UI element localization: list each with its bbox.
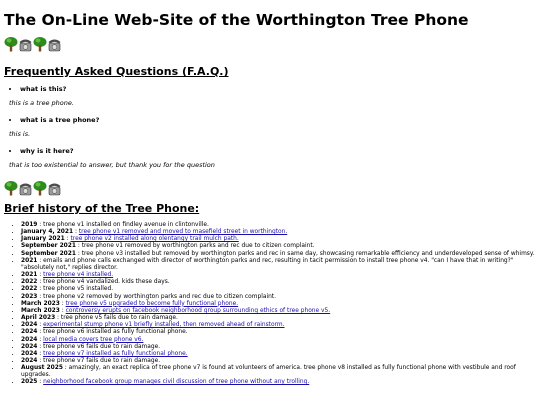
history-link[interactable]: local media covers tree phone v6. [43,336,144,343]
faq-question-list [4,85,536,94]
history-text: tree phone v6 installed as fully functional phone. [43,329,188,336]
history-date: 2022 [21,286,38,293]
page [4,0,536,387]
faq-question-list [4,147,536,156]
history-text: amazingly, an exact replica of tree phone v7 is found at volunteers of america. tree phone v8 installed as fully functional phone with vestibule and roof upgrades. [21,365,516,379]
history-date: January 4, 2021 [21,229,74,236]
history-date: April 2023 [21,315,56,322]
history-item: • September 2021 : tree phone v1 removed by worthington parks and rec due to citizen complaint. [21,243,536,250]
history-date: 2021 [21,257,38,264]
history-item: • 2022 : tree phone v5 installed. [21,286,536,293]
history-text: tree phone v2 removed by worthington parks and rec due to citizen complaint. [43,293,276,300]
history-item[interactable]: • 2024 : experimental stump phone v1 briefly installed, then removed ahead of rainstorm. [21,322,536,329]
history-date: 2024 [21,336,38,343]
faq-section [4,85,536,169]
history-item: • 2019 : tree phone v1 installed on findley avenue in clintonville. [21,222,536,229]
telephone-icon [20,40,32,52]
tree-icon [5,181,18,196]
history-item: • 2024 : tree phone v6 fails due to rain damage. [21,344,536,351]
icon-row [4,180,62,196]
history-date: March 2023 [21,300,60,307]
history-text: tree phone v5 installed. [43,286,114,293]
telephone-icon [49,40,61,52]
history-date: September 2021 [21,243,76,250]
history-item[interactable]: • January 4, 2021 : tree phone v1 removed and moved to masefield street in worthington. [21,229,536,236]
tree-icon [34,181,47,196]
history-link[interactable]: controversy erupts on facebook neighborhood group surrounding ethics of tree phone v5. [65,307,331,314]
history-item: • September 2021 : tree phone v3 installed but removed by worthington parks and rec in same day, showcasing remarkable efficiency and underdeveloped sense of whimsy. [21,251,536,258]
history-text: tree phone v3 installed but removed by worthington parks and rec in same day, showcasing remarkable efficiency and underdeveloped sense of whimsy. [81,250,535,257]
history-link[interactable]: tree phone v1 removed and moved to masefield street in worthington. [78,229,288,236]
history-date: 2021 [21,272,38,279]
history-date: 2022 [21,279,38,286]
history-date: 2023 [21,293,38,300]
faq-answer: this is. [9,130,31,138]
history-item[interactable]: • March 2023 : controversy erupts on facebook neighborhood group surrounding ethics of tree phone v5. [21,308,536,315]
history-heading: Brief history of the Tree Phone: [4,202,200,215]
history-item: • 2024 : tree phone v6 installed as fully functional phone. [21,329,536,336]
history-link[interactable]: tree phone v4 installed. [43,272,114,279]
history-item[interactable]: • 2024 : tree phone v7 installed as fully functional phone. [21,351,536,358]
history-link[interactable]: experimental stump phone v1 briefly installed, then removed ahead of rainstorm. [43,322,285,329]
history-date: September 2021 [21,250,76,257]
history-item[interactable]: • January 2021 : tree phone v2 installed along olentangy trail mulch path. [21,236,536,243]
history-list [4,222,536,387]
history-date: 2024 [21,350,38,357]
faq-question-list [4,116,536,125]
history-date: 2019 [21,222,38,228]
history-date: 2025 [21,379,38,386]
telephone-icon [20,184,32,196]
history-date: 2024 [21,343,38,350]
icon-strip-bottom [4,178,536,196]
history-link[interactable]: tree phone v5 upgraded to become fully functional phone. [65,300,239,307]
history-item[interactable]: • March 2023 : tree phone v5 upgraded to become fully functional phone. [21,301,536,308]
history-item[interactable]: • 2024 : local media covers tree phone v6. [21,337,536,344]
history-date: 2024 [21,329,38,336]
history-link[interactable]: tree phone v2 installed along olentangy trail mulch path. [70,236,239,243]
history-date: 2024 [21,357,38,364]
faq-question: • what is this? [20,85,536,94]
icon-row [4,36,62,52]
faq-question: • why is it here? [20,147,536,156]
telephone-icon [49,184,61,196]
history-date: 2024 [21,322,38,329]
history-text: tree phone v7 fails due to rain damage. [43,357,161,364]
history-item: • 2021 : emails and phone calls exchanged with director of worthington parks and rec, resulting in tacit permission to install tree phone v4. "can I have that in writing?" "absolutely not," replies director. [21,258,536,272]
history-text: tree phone v6 fails due to rain damage. [43,343,161,350]
faq-answer: this is a tree phone. [9,99,74,107]
history-item[interactable]: • 2021 : tree phone v4 installed. [21,272,536,279]
history-date: January 2021 [21,236,65,243]
history-item: • 2024 : tree phone v7 fails due to rain damage. [21,358,536,365]
tree-icon [5,37,18,52]
history-item: • August 2025 : amazingly, an exact replica of tree phone v7 is found at volunteers of america. tree phone v8 installed as fully functional phone with vestibule and roof upgrades. [21,365,536,379]
history-link[interactable]: neighborhood facebook group manages civil discussion of tree phone without any trolling. [43,379,310,386]
faq-question: • what is a tree phone? [20,116,536,125]
history-item: • 2023 : tree phone v2 removed by worthington parks and rec due to citizen complaint. [21,294,536,301]
history-text: tree phone v1 removed by worthington parks and rec due to citizen complaint. [81,243,315,250]
site-title: The On-Line Web-Site of the Worthington Tree Phone [4,11,469,29]
history-text: tree phone v5 fails due to rain damage. [60,315,178,322]
history-text: tree phone v4 vandalized. kids these days. [43,279,170,286]
tree-icon [34,37,47,52]
history-text: tree phone v1 installed on findley avenue in clintonville. [43,222,209,228]
history-date: March 2023 [21,307,60,314]
history-date: August 2025 [21,365,63,372]
history-text: emails and phone calls exchanged with director of worthington parks and rec, resulting in tacit permission to install tree phone v4. "can I have that in writing?" "absolutely not," replies director. [21,257,514,271]
faq-heading: Frequently Asked Questions (F.A.Q.) [4,65,229,78]
history-link[interactable]: tree phone v7 installed as fully functional phone. [43,350,188,357]
faq-answer: that is too existential to answer, but thank you for the question [9,161,215,169]
history-item[interactable]: • 2025 : neighborhood facebook group manages civil discussion of tree phone without any trolling. [21,379,536,386]
history-item: • 2022 : tree phone v4 vandalized. kids these days. [21,279,536,286]
icon-strip-top [4,34,536,52]
history-item: • April 2023 : tree phone v5 fails due to rain damage. [21,315,536,322]
